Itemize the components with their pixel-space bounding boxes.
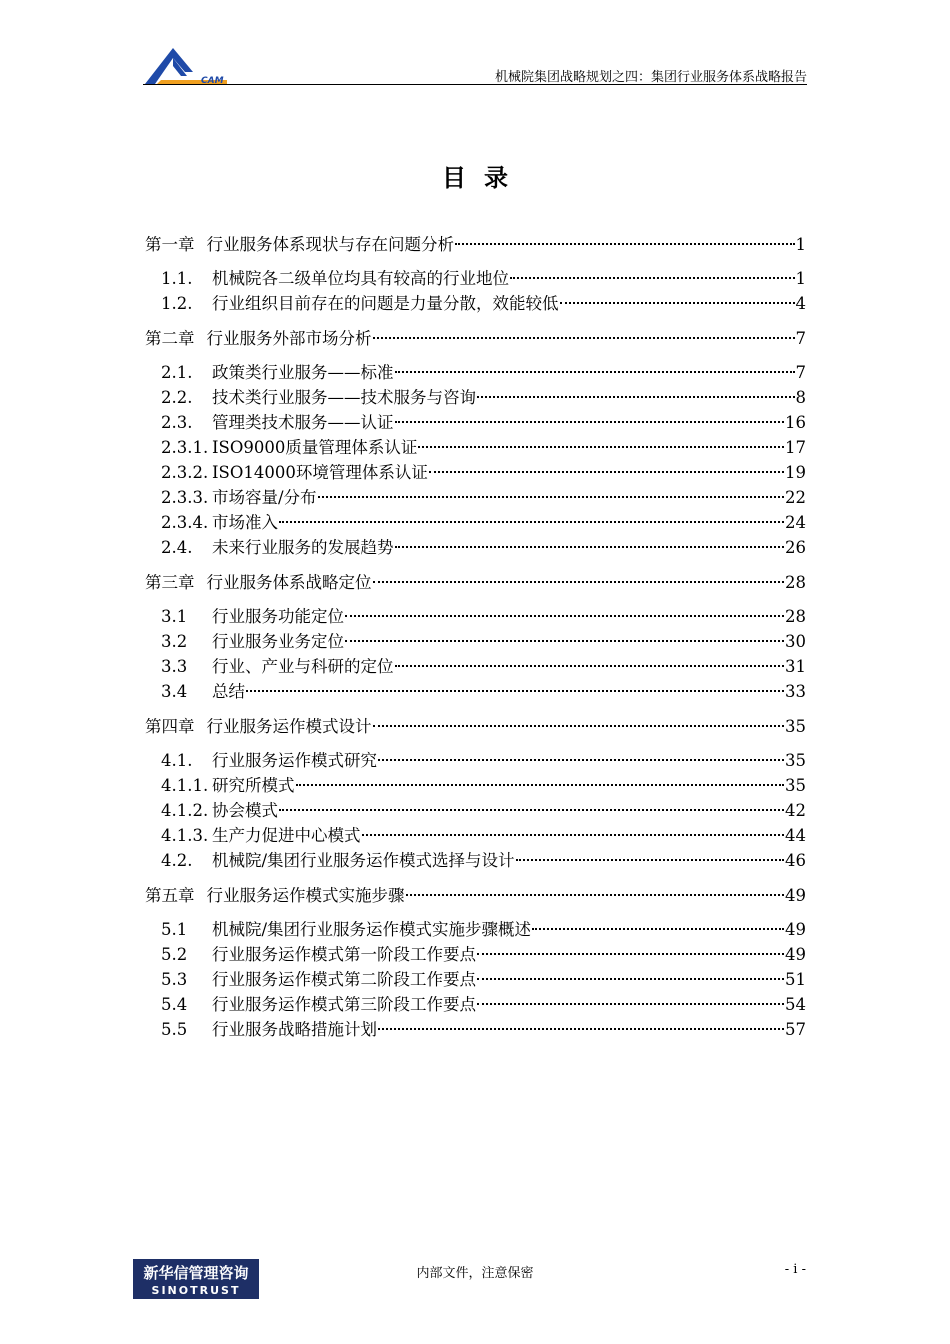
toc-entry-page: 49 xyxy=(785,945,806,964)
toc-dot-leader xyxy=(516,859,784,861)
toc-section-entry[interactable] xyxy=(145,410,806,435)
toc-entry-title: 行业、产业与科研的定位 xyxy=(212,657,394,676)
toc-dot-leader xyxy=(362,834,785,836)
toc-entry-number: 5.4 xyxy=(161,995,188,1014)
toc-section-entry[interactable] xyxy=(145,485,806,510)
toc-entry-page: 1 xyxy=(795,269,806,288)
toc-entry-page: 28 xyxy=(785,607,806,626)
toc-entry-number: 5.5 xyxy=(161,1020,188,1039)
toc-entry-number: 第五章 xyxy=(145,886,195,905)
toc-entry-title: 市场容量/分布 xyxy=(212,488,317,507)
toc-entry-title: 总结 xyxy=(212,682,245,701)
toc-dot-leader xyxy=(373,725,785,727)
toc-entry-number: 4.1.3. xyxy=(161,826,209,845)
toc-section-entry[interactable] xyxy=(145,266,806,291)
toc-section-entry[interactable] xyxy=(145,823,806,848)
toc-dot-leader xyxy=(296,784,785,786)
footer-page-number: - i - xyxy=(784,1262,806,1277)
toc-section-entry[interactable] xyxy=(145,942,806,967)
toc-entry-title: 市场准入 xyxy=(212,513,278,532)
toc-entry-title: 行业服务体系现状与存在问题分析 xyxy=(206,235,454,254)
toc-entry-title: 行业组织目前存在的问题是力量分散，效能较低 xyxy=(212,294,559,313)
sinotrust-logo-en: SINOTRUST xyxy=(151,1284,241,1297)
toc-entry-title: 行业服务外部市场分析 xyxy=(206,329,372,348)
toc-dot-leader xyxy=(373,581,785,583)
toc-section-entry[interactable] xyxy=(145,654,806,679)
toc-title: 目录 xyxy=(442,164,526,192)
toc-entry-number: 5.3 xyxy=(161,970,188,989)
toc-dot-leader xyxy=(378,1028,784,1030)
toc-entry-number: 2.3.3. xyxy=(161,488,209,507)
toc-entry-title: 技术类行业服务——技术服务与咨询 xyxy=(212,388,476,407)
toc-entry-title: 未来行业服务的发展趋势 xyxy=(212,538,394,557)
toc-section-entry[interactable] xyxy=(145,748,806,773)
toc-entry-title: 机械院/集团行业服务运作模式选择与设计 xyxy=(212,851,515,870)
toc-entry-number: 4.2. xyxy=(161,851,193,870)
toc-entry-title: 生产力促进中心模式 xyxy=(212,826,361,845)
toc-section-entry[interactable] xyxy=(145,992,806,1017)
toc-entry-page: 49 xyxy=(785,920,806,939)
toc-entry-number: 3.4 xyxy=(161,682,188,701)
toc-entry-number: 3.2 xyxy=(161,632,188,651)
toc-entry-page: 46 xyxy=(785,851,806,870)
toc-chapter-entry[interactable] xyxy=(145,326,806,351)
toc-section-entry[interactable] xyxy=(145,848,806,873)
toc-entry-number: 第四章 xyxy=(145,717,195,736)
toc-chapter-entry[interactable] xyxy=(145,570,806,595)
toc-entry-page: 54 xyxy=(785,995,806,1014)
toc-dot-leader xyxy=(532,928,784,930)
toc-entry-title: ISO14000环境管理体系认证 xyxy=(212,463,428,482)
toc-entry-page: 28 xyxy=(785,573,806,592)
toc-dot-leader xyxy=(279,521,784,523)
toc-dot-leader xyxy=(455,243,795,245)
toc-entry-title: 行业服务运作模式第三阶段工作要点 xyxy=(212,995,476,1014)
toc-entry-page: 4 xyxy=(795,294,806,313)
toc-section-entry[interactable] xyxy=(145,604,806,629)
toc-entry-title: 行业服务运作模式第一阶段工作要点 xyxy=(212,945,476,964)
toc-entry-title: 行业服务运作模式研究 xyxy=(212,751,377,770)
toc-chapter-entry[interactable] xyxy=(145,714,806,739)
toc-entry-number: 1.2. xyxy=(161,294,193,313)
toc-entry-title: 协会模式 xyxy=(212,801,278,820)
toc-dot-leader xyxy=(395,421,785,423)
toc-dot-leader xyxy=(406,894,785,896)
toc-entry-number: 2.3.1. xyxy=(161,438,209,457)
toc-dot-leader xyxy=(395,371,795,373)
toc-dot-leader xyxy=(418,446,784,448)
toc-entry-page: 24 xyxy=(785,513,806,532)
toc-entry-title: ISO9000质量管理体系认证 xyxy=(212,438,418,457)
toc-dot-leader xyxy=(429,471,784,473)
toc-entry-title: 行业服务功能定位 xyxy=(212,607,344,626)
toc-entry-title: 行业服务运作模式第二阶段工作要点 xyxy=(212,970,476,989)
toc-entry-page: 44 xyxy=(785,826,806,845)
toc-dot-leader xyxy=(246,690,784,692)
toc-dot-leader xyxy=(477,1003,784,1005)
toc-entry-page: 1 xyxy=(795,235,806,254)
toc-entry-page: 22 xyxy=(785,488,806,507)
toc-entry-title: 政策类行业服务——标准 xyxy=(212,363,394,382)
toc-entry-page: 35 xyxy=(785,717,806,736)
cam-logo-text: CAM xyxy=(201,76,224,86)
toc-entry-title: 行业服务战略措施计划 xyxy=(212,1020,377,1039)
toc-dot-leader xyxy=(477,978,784,980)
toc-entry-page: 57 xyxy=(785,1020,806,1039)
toc-section-entry[interactable] xyxy=(145,917,806,942)
toc-entry-number: 3.3 xyxy=(161,657,188,676)
toc-entry-title: 机械院各二级单位均具有较高的行业地位 xyxy=(212,269,509,288)
toc-section-entry[interactable] xyxy=(145,535,806,560)
toc-list xyxy=(145,232,806,1042)
toc-entry-title: 管理类技术服务——认证 xyxy=(212,413,394,432)
toc-dot-leader xyxy=(345,615,784,617)
toc-entry-title: 行业服务业务定位 xyxy=(212,632,344,651)
toc-entry-title: 行业服务运作模式设计 xyxy=(206,717,372,736)
toc-entry-title: 行业服务体系战略定位 xyxy=(206,573,372,592)
toc-chapter-entry[interactable] xyxy=(145,232,806,257)
sinotrust-logo-cn: 新华信管理咨询 xyxy=(143,1264,249,1282)
toc-entry-number: 3.1 xyxy=(161,607,188,626)
toc-section-entry[interactable] xyxy=(145,291,806,316)
toc-dot-leader xyxy=(477,953,784,955)
toc-entry-page: 35 xyxy=(785,751,806,770)
toc-entry-page: 35 xyxy=(785,776,806,795)
toc-section-entry[interactable] xyxy=(145,679,806,704)
toc-entry-number: 4.1.1. xyxy=(161,776,209,795)
toc-section-entry[interactable] xyxy=(145,798,806,823)
toc-dot-leader xyxy=(510,277,795,279)
toc-entry-page: 30 xyxy=(785,632,806,651)
toc-entry-number: 第一章 xyxy=(145,235,195,254)
toc-dot-leader xyxy=(395,665,785,667)
toc-entry-page: 51 xyxy=(785,970,806,989)
toc-section-entry[interactable] xyxy=(145,510,806,535)
toc-entry-page: 31 xyxy=(785,657,806,676)
toc-entry-page: 8 xyxy=(795,388,806,407)
toc-entry-number: 2.2. xyxy=(161,388,193,407)
header-rule xyxy=(143,84,807,85)
toc-entry-number: 5.2 xyxy=(161,945,188,964)
toc-entry-page: 17 xyxy=(785,438,806,457)
footer-confidential-note: 内部文件，注意保密 xyxy=(416,1266,534,1281)
toc-entry-number: 5.1 xyxy=(161,920,188,939)
toc-entry-number: 第二章 xyxy=(145,329,195,348)
toc-entry-page: 16 xyxy=(785,413,806,432)
toc-entry-number: 4.1.2. xyxy=(161,801,209,820)
toc-dot-leader xyxy=(345,640,784,642)
toc-entry-number: 第三章 xyxy=(145,573,195,592)
toc-entry-page: 42 xyxy=(785,801,806,820)
toc-chapter-entry[interactable] xyxy=(145,883,806,908)
toc-entry-number: 4.1. xyxy=(161,751,193,770)
toc-dot-leader xyxy=(560,302,795,304)
toc-dot-leader xyxy=(279,809,784,811)
toc-entry-page: 7 xyxy=(795,329,806,348)
toc-entry-page: 7 xyxy=(795,363,806,382)
toc-dot-leader xyxy=(395,546,785,548)
toc-entry-number: 2.3.2. xyxy=(161,463,209,482)
toc-section-entry[interactable] xyxy=(145,629,806,654)
toc-entry-page: 33 xyxy=(785,682,806,701)
toc-dot-leader xyxy=(373,337,795,339)
toc-dot-leader xyxy=(477,396,795,398)
toc-entry-title: 机械院/集团行业服务运作模式实施步骤概述 xyxy=(212,920,532,939)
toc-section-entry[interactable] xyxy=(145,1017,806,1042)
toc-entry-number: 2.1. xyxy=(161,363,193,382)
toc-entry-number: 2.3.4. xyxy=(161,513,209,532)
toc-section-entry[interactable] xyxy=(145,360,806,385)
toc-section-entry[interactable] xyxy=(145,385,806,410)
toc-entry-number: 2.3. xyxy=(161,413,193,432)
toc-section-entry[interactable] xyxy=(145,435,806,460)
toc-dot-leader xyxy=(378,759,784,761)
toc-entry-number: 1.1. xyxy=(161,269,193,288)
toc-section-entry[interactable] xyxy=(145,773,806,798)
toc-entry-title: 行业服务运作模式实施步骤 xyxy=(206,886,405,905)
toc-entry-page: 26 xyxy=(785,538,806,557)
toc-entry-page: 49 xyxy=(785,886,806,905)
toc-section-entry[interactable] xyxy=(145,967,806,992)
toc-section-entry[interactable] xyxy=(145,460,806,485)
cam-logo xyxy=(143,42,231,86)
toc-dot-leader xyxy=(318,496,784,498)
header-title: 机械院集团战略规划之四：集团行业服务体系战略报告 xyxy=(494,70,807,85)
toc-entry-page: 19 xyxy=(785,463,806,482)
toc-entry-title: 研究所模式 xyxy=(212,776,295,795)
toc-entry-number: 2.4. xyxy=(161,538,193,557)
